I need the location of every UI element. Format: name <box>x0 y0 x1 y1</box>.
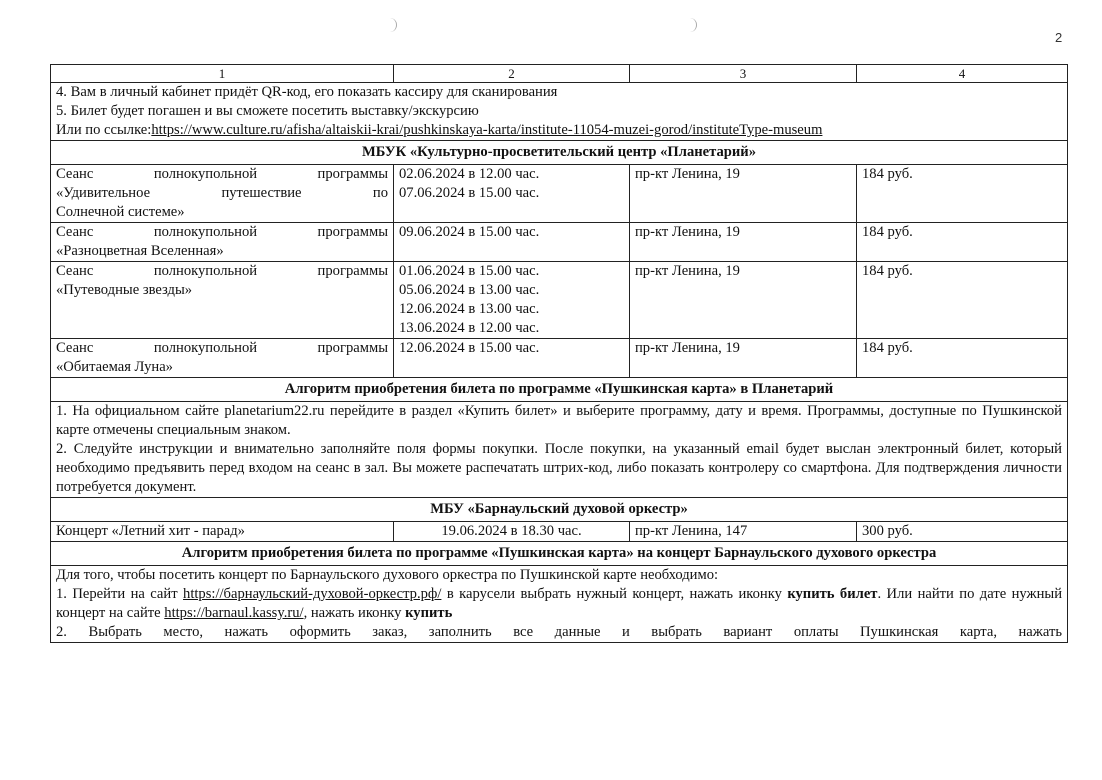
price-cell: 300 руб. <box>857 522 1068 542</box>
dates-cell <box>394 223 630 262</box>
orchestra-algorithm-title: Алгоритм приобретения билета по программе «Пушкинская карта» на концерт Барнаульского духового оркестра <box>51 542 1068 566</box>
punch-hole-mark <box>686 18 697 32</box>
program-name-line: Сеанс полнокупольной программы <box>56 340 388 356</box>
intro-line-4: 4. Вам в личный кабинет придёт QR-код, его показать кассиру для сканирования <box>56 84 558 100</box>
column-number-row <box>51 65 1068 83</box>
place-cell: пр-кт Ленина, 19 <box>630 223 857 262</box>
dates-cell: 19.06.2024 в 18.30 час. <box>394 522 630 542</box>
program-name-cell <box>51 339 394 378</box>
orchestra-title: МБУ «Барнаульский духовой оркестр» <box>51 498 1068 522</box>
date-line: 07.06.2024 в 15.00 час. <box>399 185 540 201</box>
program-name-cell: Концерт «Летний хит - парад» <box>51 522 394 542</box>
intro-row <box>51 83 1068 141</box>
price-cell: 184 руб. <box>857 223 1068 262</box>
date-line: 05.06.2024 в 13.00 час. <box>399 282 540 298</box>
program-name-line: «Обитаемая Луна» <box>56 359 173 375</box>
algorithm-row <box>51 402 1068 498</box>
algorithm-intro: Для того, чтобы посетить концерт по Барнаульского духового оркестра по Пушкинской карте необходимо: <box>56 567 719 583</box>
dates-cell <box>394 165 630 223</box>
kassy-link[interactable]: https://barnaul.kassy.ru/ <box>164 605 304 621</box>
price-cell: 184 руб. <box>857 262 1068 339</box>
intro-cell <box>51 83 1068 141</box>
table-row <box>51 339 1068 378</box>
column-number: 3 <box>630 65 857 83</box>
date-line: 02.06.2024 в 12.00 час. <box>399 166 540 182</box>
program-name-line: Солнечной системе» <box>56 204 185 220</box>
column-number: 1 <box>51 65 394 83</box>
section-header-row <box>51 141 1068 165</box>
intro-link-line <box>56 121 1062 140</box>
table-row <box>51 165 1068 223</box>
date-line: 12.06.2024 в 13.00 час. <box>399 301 540 317</box>
place-cell: пр-кт Ленина, 19 <box>630 262 857 339</box>
table-row <box>51 522 1068 542</box>
place-cell: пр-кт Ленина, 19 <box>630 339 857 378</box>
algorithm-step: 2. Следуйте инструкции и внимательно заполняйте поля формы покупки. После покупки, на указанный email будет выслан электронный билет, который необходимо предъявить перед входом на сеанс в зал. Вы можете распечатать штрих-код, либо показать контролеру со смартфона. Для подтверждения личности потребуется документ. <box>56 441 1062 495</box>
section-header-row <box>51 498 1068 522</box>
program-name-line: «Путеводные звезды» <box>56 282 193 298</box>
page-number: 2 <box>1055 30 1063 45</box>
buy-ticket-label: купить билет <box>787 586 878 602</box>
table-row <box>51 262 1068 339</box>
algorithm-step: 1. На официальном сайте planetarium22.ru перейдите в раздел «Купить билет» и выберите программу, дату и время. Программы, доступные по Пушкинской карте отмечены специальным знаком. <box>56 403 1062 438</box>
step-text: 1. Перейти на сайт <box>56 586 184 602</box>
program-name-cell <box>51 262 394 339</box>
column-number: 4 <box>857 65 1068 83</box>
dates-cell <box>394 262 630 339</box>
date-line: 13.06.2024 в 12.00 час. <box>399 320 540 336</box>
program-name-line: Сеанс полнокупольной программы <box>56 224 388 240</box>
events-table <box>50 64 1068 643</box>
culture-link[interactable]: https://www.culture.ru/afisha/altaiskii-krai/pushkinskaya-karta/institute-11054-muzei-gorod/instituteType-museum <box>151 122 823 138</box>
program-name-line: Сеанс полнокупольной программы <box>56 263 388 279</box>
planetarium-algorithm-cell <box>51 402 1068 498</box>
place-cell: пр-кт Ленина, 19 <box>630 165 857 223</box>
algorithm-step <box>56 585 1062 623</box>
column-number: 2 <box>394 65 630 83</box>
section-header-row <box>51 542 1068 566</box>
punch-hole-mark <box>386 18 397 32</box>
program-name-cell <box>51 223 394 262</box>
dates-cell <box>394 339 630 378</box>
price-cell: 184 руб. <box>857 165 1068 223</box>
date-line: 01.06.2024 в 15.00 час. <box>399 263 540 279</box>
algorithm-step: 2. Выбрать место, нажать оформить заказ, заполнить все данные и выбрать вариант оплаты Пушкинская карта, нажать <box>56 624 1062 640</box>
planetarium-algorithm-title: Алгоритм приобретения билета по программе «Пушкинская карта» в Планетарий <box>51 378 1068 402</box>
step-text: в карусели выбрать нужный концерт, нажать иконку <box>441 586 788 602</box>
table-row <box>51 223 1068 262</box>
program-name-line: «Удивительное путешествие по <box>56 185 388 201</box>
step-text: , нажать иконку <box>303 605 406 621</box>
algorithm-row <box>51 566 1068 643</box>
buy-label: купить <box>405 605 453 621</box>
program-name-line: Сеанс полнокупольной программы <box>56 166 388 182</box>
place-cell: пр-кт Ленина, 147 <box>630 522 857 542</box>
step-text: . Или найти по дате нужный концерт на сайте <box>56 586 1063 621</box>
program-name-cell <box>51 165 394 223</box>
link-prefix: Или по ссылке: <box>56 122 152 138</box>
program-name-line: «Разноцветная Вселенная» <box>56 243 224 259</box>
planetarium-title: МБУК «Культурно-просветительский центр «Планетарий» <box>51 141 1068 165</box>
section-header-row <box>51 378 1068 402</box>
date-line: 12.06.2024 в 15.00 час. <box>399 340 540 356</box>
orchestra-site-link[interactable]: https://барнаульский-духовой-оркестр.рф/ <box>183 586 442 602</box>
date-line: 09.06.2024 в 15.00 час. <box>399 224 540 240</box>
intro-line-5: 5. Билет будет погашен и вы сможете посетить выставку/экскурсию <box>56 103 479 119</box>
price-cell: 184 руб. <box>857 339 1068 378</box>
orchestra-algorithm-cell <box>51 566 1068 643</box>
